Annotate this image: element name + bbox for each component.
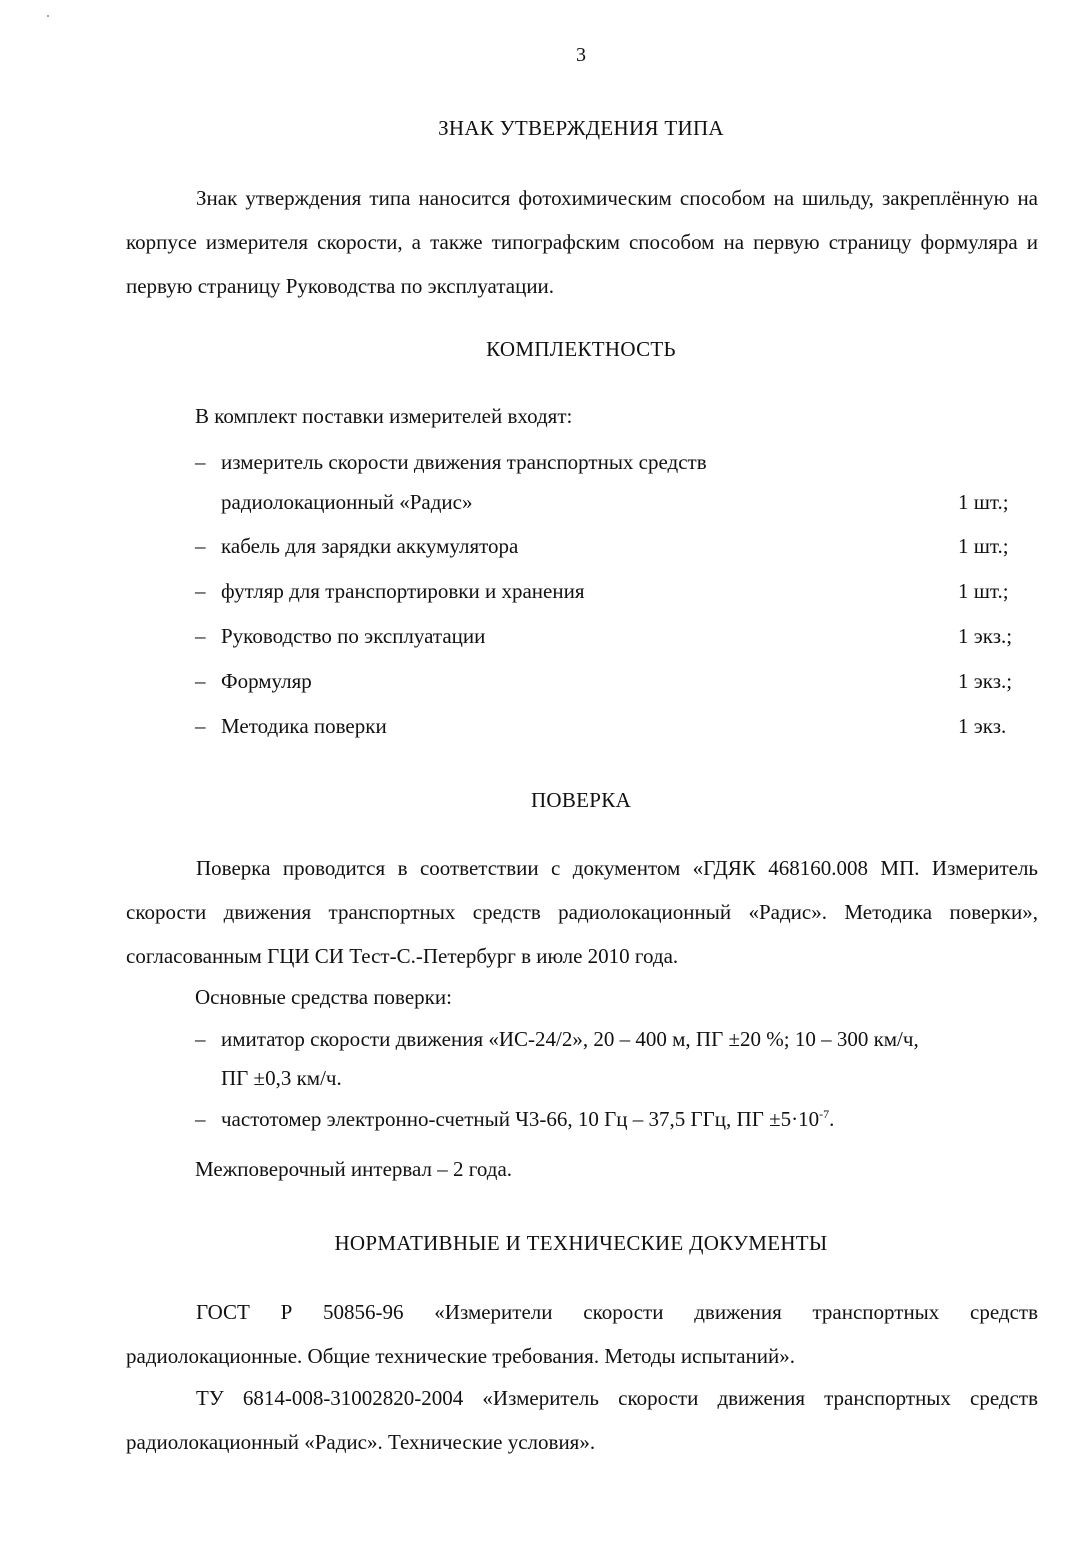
list-item-continued (195, 1066, 342, 1091)
item-qty: 1 шт.; (958, 490, 1009, 514)
item-name: Методика поверки (221, 714, 387, 738)
tool-text: частотомер электронно-счетный Ч3-66, 10 Гц – 37,5 ГГц, ПГ ±5·10 (221, 1107, 820, 1131)
scan-speck (47, 15, 49, 17)
list-item (195, 534, 518, 559)
dash-bullet: – (195, 1027, 206, 1051)
heading-type-approval: ЗНАК УТВЕРЖДЕНИЯ ТИПА (438, 116, 724, 140)
item-name: измеритель скорости движения транспортных средств (221, 450, 707, 474)
list-item (195, 714, 387, 739)
item-name: кабель для зарядки аккумулятора (221, 534, 519, 558)
item-name: футляр для транспортировки и хранения (221, 579, 585, 603)
heading-completeness: КОМПЛЕКТНОСТЬ (486, 337, 676, 361)
item-qty: 1 экз.; (958, 669, 1013, 693)
normative-doc-gost (126, 1290, 1038, 1378)
list-item (195, 579, 585, 604)
item-name: Формуляр (221, 669, 312, 693)
item-qty: 1 шт.; (958, 534, 1009, 558)
list-item (195, 669, 312, 694)
item-qty: 1 экз. (958, 714, 1007, 738)
list-item (195, 1107, 834, 1132)
paragraph-verification-text: Поверка проводится в соответствии с документом «ГДЯК 468160.008 МП. Измеритель скорости движения транспортных средств радиолокационный «Радис». Методика поверки», согласованным ГЦИ СИ Тест-С.-Петербург в июле 2010 года. (126, 856, 1038, 968)
verification-tools-intro: Основные средства поверки: (195, 985, 452, 1009)
list-item (195, 624, 485, 649)
dash-bullet: – (195, 669, 206, 693)
dash-bullet: – (195, 624, 206, 648)
list-item (195, 1027, 919, 1052)
tool-text: ПГ ±0,3 км/ч. (221, 1066, 342, 1090)
paragraph-type-approval (126, 176, 1038, 308)
page-number: 3 (576, 44, 586, 66)
heading-normative-docs: НОРМАТИВНЫЕ И ТЕХНИЧЕСКИЕ ДОКУМЕНТЫ (334, 1231, 828, 1255)
item-name: радиолокационный «Радис» (221, 490, 473, 514)
dash-bullet: – (195, 450, 206, 474)
list-item (195, 450, 707, 475)
item-name: Руководство по эксплуатации (221, 624, 486, 648)
paragraph-type-approval-text: Знак утверждения типа наносится фотохимическим способом на шильду, закреплённую на корпусе измерителя скорости, а также типографским способом на первую страницу формуляра и первую страницу Руководства по эксплуатации. (126, 186, 1038, 298)
tool-text: имитатор скорости движения «ИС-24/2», 20 – 400 м, ПГ ±20 %; 10 – 300 км/ч, (221, 1027, 919, 1051)
dash-bullet: – (195, 714, 206, 738)
verification-interval: Межповерочный интервал – 2 года. (195, 1157, 513, 1181)
normative-doc-text: ГОСТ Р 50856-96 «Измерители скорости движения транспортных средств радиолокационные. Общие технические требования. Методы испытаний». (126, 1300, 1038, 1368)
completeness-intro: В комплект поставки измерителей входят: (195, 404, 573, 428)
paragraph-verification (126, 846, 1038, 978)
dash-bullet: – (195, 1107, 206, 1131)
tool-text-tail: . (829, 1107, 835, 1131)
heading-verification: ПОВЕРКА (530, 788, 632, 812)
dash-bullet: – (195, 534, 206, 558)
item-qty: 1 шт.; (958, 579, 1009, 603)
normative-doc-tu (126, 1376, 1038, 1464)
superscript-exponent: -7 (819, 1107, 830, 1121)
item-qty: 1 экз.; (958, 624, 1013, 648)
normative-doc-text: ТУ 6814-008-31002820-2004 «Измеритель скорости движения транспортных средств радиолокационный «Радис». Технические условия». (126, 1386, 1038, 1454)
dash-bullet: – (195, 579, 206, 603)
list-item-continued (195, 490, 472, 515)
